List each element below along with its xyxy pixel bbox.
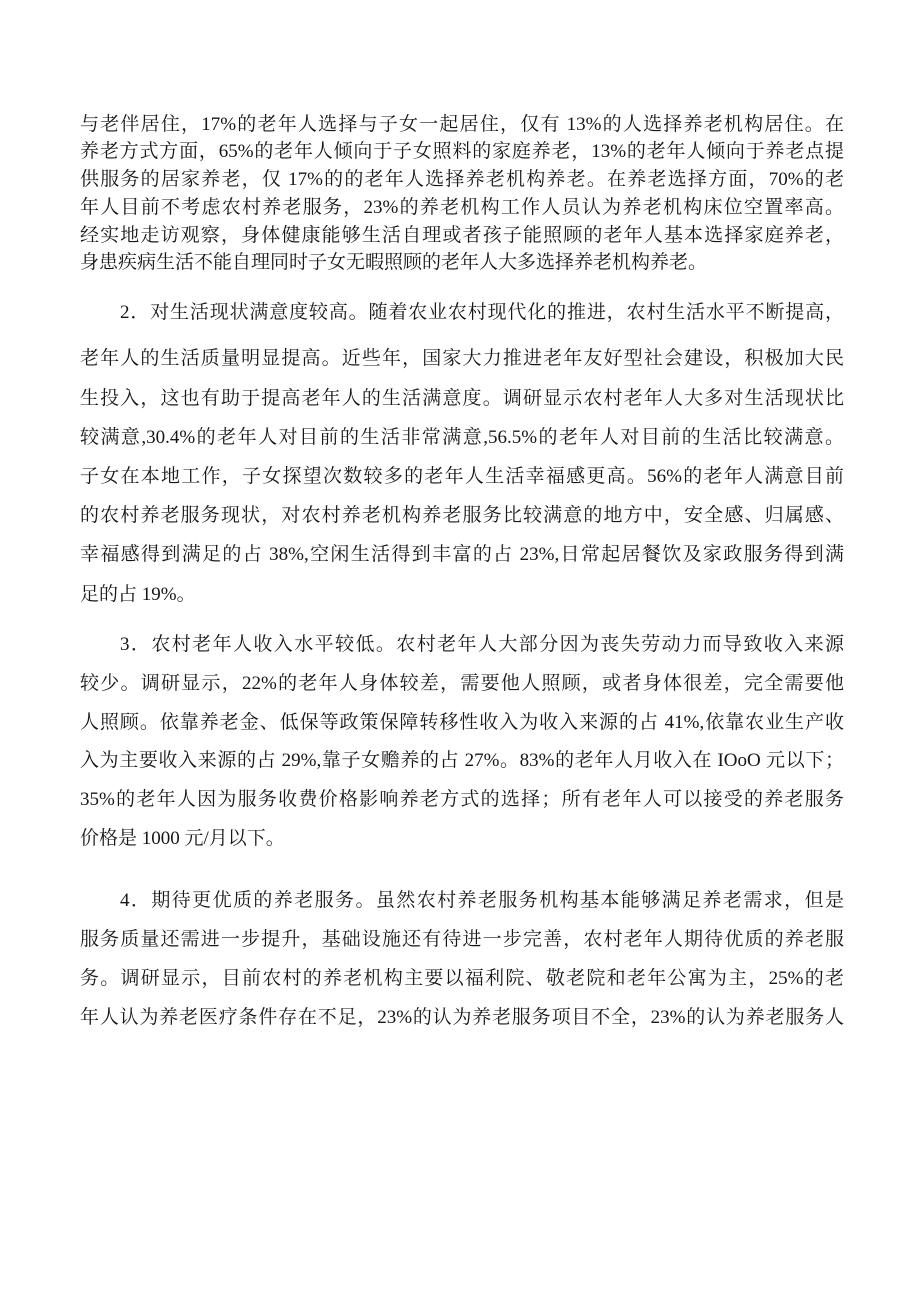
text-line: 人照顾。依靠养老金、低保等政策保障转移性收入为收入来源的占 41%,依靠农业生产收 [80,712,844,733]
text-line: 足的占 19%。 [80,584,196,605]
text-line: 2．对生活现状满意度较高。随着农业农村现代化的推进，农村生活水平不断提高， [120,302,844,323]
text-line: 身患疾病生活不能自理同时子女无暇照顾的老年人大多选择养老机构养老。 [80,252,708,273]
text-line: 养老方式方面，65%的老年人倾向于子女照料的家庭养老，13%的老年人倾向于养老点提 [80,141,844,162]
text-line: 年人目前不考虑农村养老服务，23%的养老机构工作人员认为养老机构床位空置率高。 [80,197,844,218]
text-line: 子女在本地工作，子女探望次数较多的老年人生活幸福感更高。56%的老年人满意目前 [80,466,844,487]
text-line: 35%的老年人因为服务收费价格影响养老方式的选择；所有老年人可以接受的养老服务 [80,789,844,810]
text-line: 3．农村老年人收入水平较低。农村老年人大部分因为丧失劳动力而导致收入来源 [120,634,844,655]
text-line: 较少。调研显示，22%的老年人身体较差，需要他人照顾，或者身体很差，完全需要他 [80,673,844,694]
text-line: 4．期待更优质的养老服务。虽然农村养老服务机构基本能够满足养老需求，但是 [120,890,844,911]
text-line: 的农村养老服务现状，对农村养老机构养老服务比较满意的地方中，安全感、归属感、 [80,505,844,526]
text-line: 入为主要收入来源的占 29%,靠子女赡养的占 27%。83%的老年人月收入在 IOoO 元以下； [80,750,844,771]
text-line: 与老伴居住，17%的老年人选择与子女一起居住，仅有 13%的人选择养老机构居住。在 [80,114,844,135]
text-line: 服务质量还需进一步提升，基础设施还有待进一步完善，农村老年人期待优质的养老服 [80,929,844,950]
text-line: 经实地走访观察，身体健康能够生活自理或者孩子能照顾的老年人基本选择家庭养老， [80,225,844,246]
text-line: 供服务的居家养老，仅 17%的的老年人选择养老机构养老。在养老选择方面，70%的老 [80,169,844,190]
text-line: 老年人的生活质量明显提高。近些年，国家大力推进老年友好型社会建设，积极加大民 [80,348,844,369]
text-line: 较满意,30.4%的老年人对目前的生活非常满意,56.5%的老年人对目前的生活比较满意。 [80,427,844,448]
text-line: 价格是 1000 元/月以下。 [80,828,285,849]
text-line: 务。调研显示，目前农村的养老机构主要以福利院、敬老院和老年公寓为主，25%的老 [80,968,844,989]
text-line: 生投入，这也有助于提高老年人的生活满意度。调研显示农村老年人大多对生活现状比 [80,388,844,409]
text-line: 幸福感得到满足的占 38%,空闲生活得到丰富的占 23%,日常起居餐饮及家政服务得到满 [80,544,844,565]
text-line: 年人认为养老医疗条件存在不足，23%的认为养老服务项目不全，23%的认为养老服务人 [80,1007,844,1028]
